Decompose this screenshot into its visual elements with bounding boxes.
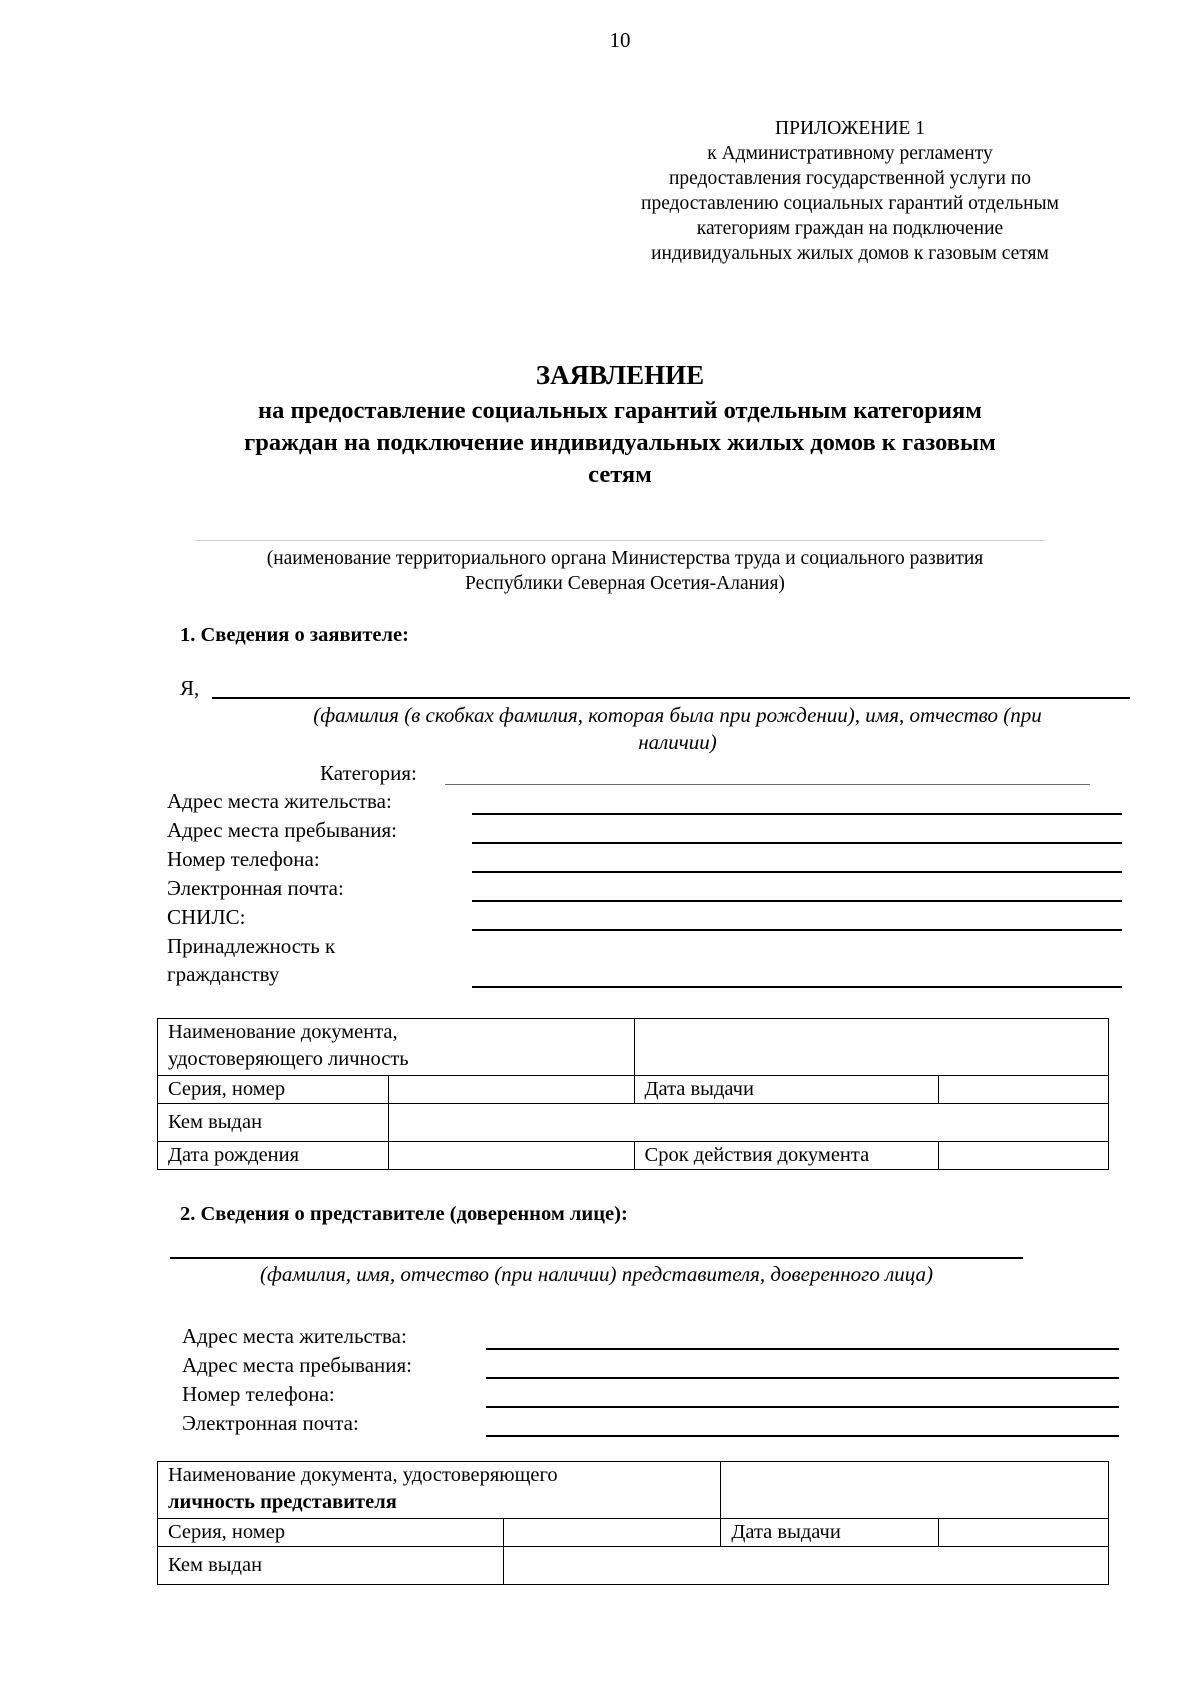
validity-label: Срок действия документа [634, 1142, 939, 1170]
phone-label: Номер телефона: [167, 847, 320, 871]
name-hint-line: наличии) [638, 730, 717, 754]
residence-line[interactable] [472, 813, 1122, 815]
rep-doc-name-label-line: Наименование документа, удостоверяющего [168, 1464, 558, 1486]
page-number: 10 [609, 28, 631, 52]
citizenship-label-line: гражданству [167, 962, 280, 986]
subtitle-line: граждан на подключение индивидуальных жилых домов к газовым [244, 429, 996, 456]
rep-email-label: Электронная почта: [182, 1411, 359, 1435]
representative-document-table [157, 1461, 1109, 1585]
rep-doc-name-value-cell[interactable] [721, 1462, 1109, 1519]
appendix-line: ПРИЛОЖЕНИЕ 1 [775, 118, 925, 139]
doc-name-label-line: удостоверяющего личность [168, 1048, 409, 1070]
birth-date-value-cell[interactable] [388, 1142, 634, 1170]
appendix-line: индивидуальных жилых домов к газовым сетям [651, 243, 1049, 264]
rep-doc-name-label-line: личность представителя [168, 1491, 397, 1513]
document-subtitle [150, 395, 1090, 491]
subtitle-line: на предоставление социальных гарантий отдельным категориям [258, 397, 982, 424]
rep-stay-label: Адрес места пребывания: [182, 1353, 413, 1377]
rep-phone-label: Номер телефона: [182, 1382, 335, 1406]
email-label: Электронная почта: [167, 876, 344, 900]
rep-series-number-value-cell[interactable] [503, 1519, 721, 1547]
issue-date-label: Дата выдачи [634, 1076, 939, 1104]
organization-input-line[interactable] [195, 540, 1045, 541]
appendix-line: к Административному регламенту [707, 143, 993, 164]
appendix-header [600, 116, 1100, 266]
phone-line[interactable] [472, 871, 1122, 873]
rep-phone-line[interactable] [486, 1406, 1119, 1408]
rep-doc-name-label [158, 1462, 721, 1519]
snils-line[interactable] [472, 929, 1122, 931]
citizenship-label-line: Принадлежность к [167, 934, 336, 958]
rep-issued-by-label: Кем выдан [158, 1547, 504, 1585]
organization-hint [150, 546, 1100, 596]
validity-value-cell[interactable] [939, 1142, 1109, 1170]
applicant-section-title: 1. Сведения о заявителе: [180, 624, 409, 646]
issued-by-label: Кем выдан [158, 1104, 389, 1142]
organization-hint-line: Республики Северная Осетия-Алания) [465, 573, 785, 594]
representative-name-line[interactable] [170, 1257, 1023, 1259]
rep-series-number-label: Серия, номер [158, 1519, 504, 1547]
subtitle-line: сетям [588, 461, 652, 488]
series-number-label: Серия, номер [158, 1076, 389, 1104]
snils-label: СНИЛС: [167, 905, 246, 929]
appendix-line: предоставления государственной услуги по [668, 168, 1032, 189]
appendix-line: предоставлению социальных гарантий отдельным [641, 193, 1059, 214]
rep-residence-label: Адрес места жительства: [182, 1324, 407, 1348]
representative-section-title: 2. Сведения о представителе (доверенном лице): [180, 1203, 628, 1225]
citizenship-line[interactable] [472, 986, 1122, 988]
citizenship-label [167, 932, 335, 988]
category-line[interactable] [445, 784, 1090, 785]
applicant-name-hint [245, 702, 1110, 756]
rep-residence-line[interactable] [486, 1348, 1119, 1350]
rep-stay-line[interactable] [486, 1377, 1119, 1379]
doc-name-value-cell[interactable] [634, 1019, 1108, 1076]
issued-by-value-cell[interactable] [388, 1104, 1108, 1142]
series-number-value-cell[interactable] [388, 1076, 634, 1104]
rep-issue-date-value-cell[interactable] [939, 1519, 1109, 1547]
doc-name-label [158, 1019, 635, 1076]
rep-issued-by-value-cell[interactable] [503, 1547, 1108, 1585]
category-label: Категория: [320, 761, 417, 785]
rep-email-line[interactable] [486, 1435, 1119, 1437]
stay-line[interactable] [472, 842, 1122, 844]
name-hint-line: (фамилия (в скобках фамилия, которая была при рождении), имя, отчество (при [313, 703, 1042, 727]
appendix-line: категориям граждан на подключение [696, 218, 1004, 239]
rep-issue-date-label: Дата выдачи [721, 1519, 939, 1547]
applicant-name-line[interactable] [212, 697, 1130, 699]
applicant-document-table [157, 1018, 1109, 1170]
organization-hint-line: (наименование территориального органа Министерства труда и социального развития [266, 548, 984, 569]
i-label: Я, [180, 676, 200, 700]
stay-label: Адрес места пребывания: [167, 818, 398, 842]
representative-name-hint: (фамилия, имя, отчество (при наличии) представителя, доверенного лица) [260, 1262, 933, 1286]
document-title: ЗАЯВЛЕНИЕ [535, 360, 705, 390]
email-line[interactable] [472, 900, 1122, 902]
residence-label: Адрес места жительства: [167, 789, 392, 813]
doc-name-label-line: Наименование документа, [168, 1021, 398, 1043]
birth-date-label: Дата рождения [158, 1142, 389, 1170]
issue-date-value-cell[interactable] [939, 1076, 1109, 1104]
